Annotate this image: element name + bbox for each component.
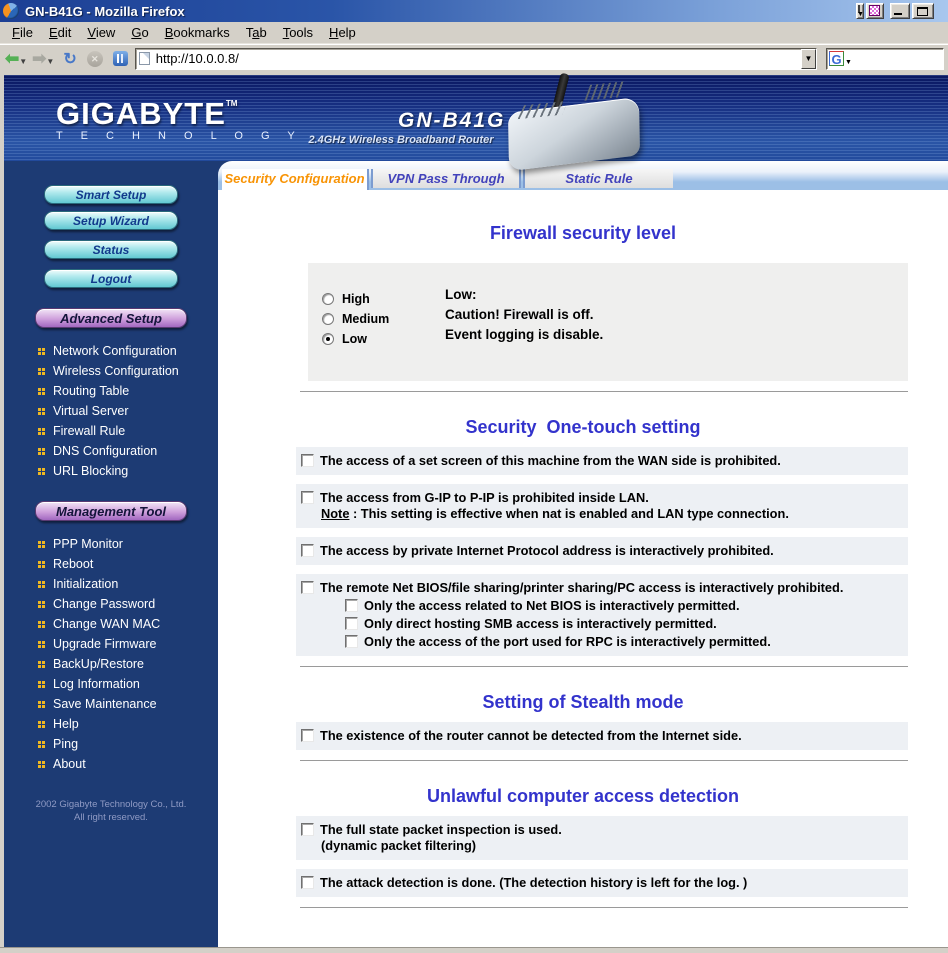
sidebar-item-backup-restore[interactable] [4,654,218,674]
router-vents [584,81,625,100]
trademark: TM [225,99,238,108]
sidebar-item-label: Wireless Configuration [53,364,179,378]
sidebar-item-change-wan-mac[interactable] [4,614,218,634]
sidebar-item-label: Upgrade Firmware [53,637,157,651]
page-icon [139,52,150,65]
sidebar-item-log-information[interactable] [4,674,218,694]
sidebar-item-label: Initialization [53,577,119,591]
router-image [500,75,670,185]
sidebar-item-label: Virtual Server [53,404,129,418]
menu-item-view[interactable]: View [87,25,116,40]
checkbox[interactable] [345,617,358,630]
bullet-icon [38,541,41,544]
checkbox-label: Only direct hosting SMB access is interactively permitted. [364,616,717,631]
sidebar-item-wireless-configuration[interactable] [4,361,218,381]
sidebar-item-label: DNS Configuration [53,444,158,458]
menu-item-file[interactable]: File [12,25,33,40]
radio-option-high[interactable] [322,289,389,309]
radio-icon[interactable] [322,333,334,345]
brand-name: GIGABYTE [56,96,226,131]
sidebar-button-setup-wizard[interactable]: Setup Wizard [44,211,178,230]
checkbox-row [296,484,908,528]
sidebar-item-firewall-rule[interactable] [4,421,218,441]
bullet-icon [38,661,41,664]
sidebar-item-label: BackUp/Restore [53,657,145,671]
back-button[interactable] [4,48,31,69]
sidebar-item-dns-configuration[interactable] [4,441,218,461]
firewall-level-panel [308,263,908,381]
checkbox[interactable] [301,729,314,742]
titlebar [0,0,948,22]
checkbox-sub-row [345,634,904,650]
menu-item-edit[interactable]: Edit [48,25,72,40]
brand-subtitle: T E C H N O L O G Y [56,130,303,142]
sidebar-item-label: Change Password [53,597,156,611]
menu-item-help[interactable]: Help [329,25,356,40]
window-left-border [0,75,4,953]
checkbox-label: Only the access of the port used for RPC is interactively permitted. [364,634,771,649]
sidebar-item-label: Network Configuration [53,344,177,358]
checkbox-row [296,537,908,565]
sidebar-item-about[interactable] [4,754,218,774]
checkbox-label: The access by private Internet Protocol address is interactively prohibited. [320,543,774,558]
sidebar-button-smart-setup[interactable]: Smart Setup [44,185,178,204]
forward-dropdown-icon[interactable]: ▼ [46,57,55,66]
section-divider [300,760,908,762]
checkbox[interactable] [301,876,314,889]
firewall-description-line: Low: [445,287,477,302]
sidebar-item-routing-table[interactable] [4,381,218,401]
search-dropdown-icon[interactable]: ▼ [845,59,852,66]
url-input[interactable]: http://10.0.0.8/ [155,51,239,66]
radio-label: Low [342,332,367,346]
checkbox[interactable] [301,544,314,557]
sidebar-item-label: URL Blocking [53,464,129,478]
section-heading-setting-of-stealth-mode: Setting of Stealth mode [482,692,684,712]
sidebar-item-help[interactable] [4,714,218,734]
sidebar-item-ppp-monitor[interactable] [4,534,218,554]
window-bottom-border [0,947,948,953]
maximize-button[interactable] [912,3,934,19]
bullet-icon [38,681,41,684]
navigation-toolbar [0,44,948,72]
sidebar-item-label: Routing Table [53,384,130,398]
firewall-description-line: Event logging is disable. [445,327,604,342]
checkbox-extra-line: (dynamic packet filtering) [321,838,477,853]
google-logo-icon: G [829,51,844,66]
checkbox-row [296,869,908,897]
radio-label: High [342,292,370,306]
checkbox-note: Note : This setting is effective when nat is enabled and LAN type connection. [321,506,789,521]
section-divider [300,907,908,909]
menu-item-bookmarks[interactable]: Bookmarks [164,25,230,40]
tab-security-configuration[interactable]: Security Configuration [222,169,369,190]
checkbox-label: The attack detection is done. (The detection history is left for the log. ) [320,875,748,890]
tab-static-rule[interactable]: Static Rule [523,169,673,188]
stop-button[interactable] [82,49,108,69]
sidebar-item-label: About [53,757,86,771]
bullet-icon [38,721,41,724]
bullet-icon [38,468,41,471]
reload-button[interactable] [58,47,81,71]
stop-icon: ✕ [87,51,103,67]
firewall-level-options [322,289,389,349]
minimize-button[interactable] [890,3,910,19]
radio-icon[interactable] [322,313,334,325]
sidebar-item-label: Help [53,717,79,731]
page-header [4,75,948,161]
bullet-icon [38,348,41,351]
menubar [0,22,948,44]
home-icon [113,51,128,66]
bullet-icon [38,741,41,744]
bullet-icon [38,581,41,584]
gigabyte-logo [56,89,302,142]
minimize-icon [894,13,902,15]
checkbox[interactable] [345,599,358,612]
section-heading-security-one-touch-setting: Security One-touch setting [465,417,701,437]
bullet-icon [38,428,41,431]
sidebar-item-label: Ping [53,737,79,751]
copyright-line1: 2002 Gigabyte Technology Co., Ltd. [35,799,187,810]
copyright-line2: All right reserved. [74,812,148,823]
sidebar-item-label: PPP Monitor [53,537,123,551]
section-divider [300,666,908,668]
bullet-icon [38,408,41,411]
sidebar-item-label: Reboot [53,557,94,571]
sidebar-button-logout[interactable]: Logout [44,269,178,288]
checkbox-label: The remote Net BIOS/file sharing/printer sharing/PC access is interactively prohibited. [320,580,844,595]
page-title: Firewall security level [489,223,677,243]
reload-icon: ↻ [63,50,77,68]
section-heading-unlawful-computer-access-detection: Unlawful computer access detection [426,786,740,806]
menu-item-tools[interactable]: Tools [282,25,314,40]
checkbox[interactable] [301,823,314,836]
titlebar-grip-button[interactable]: ▼ [856,3,864,19]
bullet-icon [38,368,41,371]
radio-option-medium[interactable] [322,309,389,329]
checkbox-row [296,816,908,860]
firewall-description-line: Caution! Firewall is off. [445,307,594,322]
bullet-icon [38,388,41,391]
sidebar-item-network-configuration[interactable] [4,341,218,361]
sidebar-section-advanced-setup[interactable]: Advanced Setup [35,308,187,328]
menu-item-go[interactable]: Go [131,25,149,40]
menu-item-tab[interactable]: Tab [245,25,267,40]
checkbox-row [296,574,908,656]
sidebar-item-save-maintenance[interactable] [4,694,218,714]
main-content [218,190,948,947]
back-dropdown-icon[interactable]: ▼ [19,57,28,66]
sidebar-item-label: Change WAN MAC [53,617,161,631]
home-button[interactable] [108,49,135,68]
checkbox-row [296,722,908,750]
checkbox-label: The access from G-IP to P-IP is prohibited inside LAN. [320,490,649,505]
checkbox-sub-row [345,616,904,632]
sidebar-item-label: Firewall Rule [53,424,126,438]
checkbox-label: The full state packet inspection is used. [320,822,562,837]
sidebar-item-label: Save Maintenance [53,697,157,711]
section-divider [300,391,908,393]
radio-option-low[interactable] [322,329,389,349]
sidebar-item-url-blocking[interactable] [4,461,218,481]
bullet-icon [38,448,41,451]
checkbox-row [296,447,908,475]
sidebar-item-initialization[interactable] [4,574,218,594]
bullet-icon [38,601,41,604]
checkbox[interactable] [301,454,314,467]
model-name: GN-B41G [398,109,506,132]
checkbox-label: Only the access related to Net BIOS is interactively permitted. [364,598,740,613]
bullet-icon [38,701,41,704]
bullet-icon [38,761,41,764]
sidebar-section-management-tool[interactable]: Management Tool [35,501,187,521]
checkbox[interactable] [301,581,314,594]
sidebar-item-label: Log Information [53,677,140,691]
radio-icon[interactable] [322,293,334,305]
bullet-icon [38,561,41,564]
copyright [4,798,218,824]
model-tagline: 2.4GHz Wireless Broadband Router [308,134,494,146]
window-title: GN-B41G - Mozilla Firefox [25,3,185,19]
sidebar-button-status[interactable]: Status [44,240,178,259]
maximize-icon [917,7,928,16]
sidebar-item-virtual-server[interactable] [4,401,218,421]
url-dropdown-button[interactable]: ▼ [801,49,816,69]
tab-vpn-pass-through[interactable]: VPN Pass Through [371,169,521,188]
sidebar-item-reboot[interactable] [4,554,218,574]
checkbox-label: The access of a set screen of this machine from the WAN side is prohibited. [320,453,781,468]
forward-icon: ➡ [32,49,47,68]
checkbox[interactable] [301,491,314,504]
url-bar[interactable] [135,48,817,70]
forward-button[interactable] [31,48,58,69]
checkbox[interactable] [345,635,358,648]
sidebar-item-change-password[interactable] [4,594,218,614]
firewall-level-description [445,285,603,345]
back-icon: ⬅ [5,49,20,68]
sidebar-item-ping[interactable] [4,734,218,754]
checker-icon [869,5,880,16]
sidebar [4,161,218,947]
checkbox-sub-row [345,598,904,614]
bullet-icon [38,641,41,644]
radio-label: Medium [342,312,390,326]
checkbox-label: The existence of the router cannot be detected from the Internet side. [320,728,742,743]
bullet-icon [38,621,41,624]
firefox-icon [3,3,19,19]
titlebar-checker-button[interactable] [866,3,884,19]
search-box[interactable] [826,48,944,70]
sidebar-item-upgrade-firmware[interactable] [4,634,218,654]
